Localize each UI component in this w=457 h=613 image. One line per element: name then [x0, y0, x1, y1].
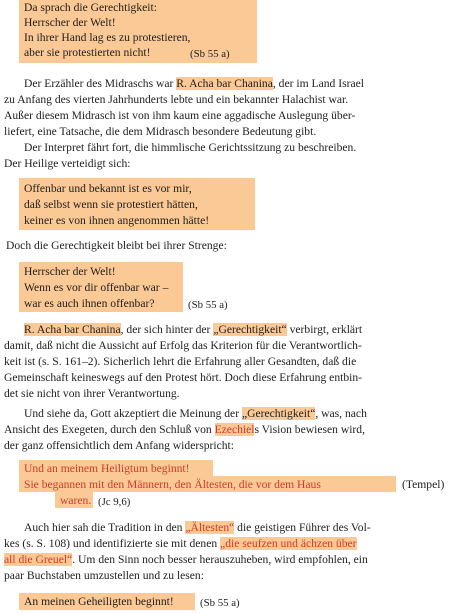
citation: (Jc 9,6)	[98, 496, 131, 508]
paragraph-line	[24, 520, 371, 536]
citation: (Sb 55 a)	[190, 48, 230, 60]
text: Auch hier sah die Tradition in den	[24, 521, 186, 534]
highlighted-name: R. Acha bar Chanina	[176, 77, 273, 90]
highlighted-term: „Gerechtigkeit“	[213, 323, 287, 336]
paragraph-line: paar Buchstaben umzustellen und zu lesen:	[4, 569, 204, 582]
quote-line: daß selbst wenn sie protestiert hätten,	[24, 198, 198, 211]
paragraph-line: keit ist (s. S. 161–2). Sicherlich lehrt die Erfahrung aller Gesandten, daß die	[4, 355, 357, 368]
paragraph-line: damit, daß nicht die Aussicht auf Erfolg das Kriterion für die Verantwortlich-	[4, 339, 362, 352]
paragraph-line: Doch die Gerechtigkeit bleibt bei ihrer Strenge:	[6, 239, 227, 252]
text: Und siehe da, Gott akzeptiert die Meinung der	[24, 407, 242, 420]
paragraph-line: det sie nicht von ihrer Verantwortung.	[4, 387, 180, 400]
paragraph-line: zu Anfang des vierten Jahrhunderts lebte und ein bekannter Halachist war.	[4, 93, 349, 106]
text: die geistigen Führer des Vol-	[234, 521, 371, 534]
citation: (Sb 55 a)	[200, 597, 240, 609]
highlighted-term: „Ältesten“	[185, 521, 235, 534]
quote-line: Herrscher der Welt!	[24, 16, 116, 29]
paragraph-line: liefert, eine Tatsache, die dem Midrasch besondere Bedeutung gibt.	[4, 125, 317, 138]
text: Der Erzähler des Midraschs war	[24, 77, 177, 90]
text: , der sich hinter der	[120, 323, 214, 336]
highlighted-name: R. Acha bar Chanina	[24, 323, 121, 336]
quote-line: An meinen Geheiligten beginnt!	[24, 595, 174, 608]
text: , der im Land Israel	[272, 77, 364, 90]
paragraph-line	[24, 406, 367, 422]
quote-line: keiner es von ihnen angenommen hätte!	[24, 214, 210, 227]
paragraph-line	[24, 322, 362, 338]
paragraph-line: Gemeinschaft keineswegs auf den Protest hört. Doch diese Erfahrung entbin-	[4, 371, 363, 384]
quote-line: Sie begannen mit den Männern, den Ältesten, die vor dem Haus	[24, 478, 321, 491]
quote-line: Herrscher der Welt!	[24, 265, 116, 278]
paragraph-line	[4, 536, 357, 552]
quote-line-tail: (Tempel)	[402, 478, 445, 491]
paragraph-line	[4, 552, 368, 568]
quote-line: aber sie protestierten nicht!	[24, 46, 151, 59]
quote-line: war es auch ihnen offenbar?	[24, 297, 155, 310]
highlighted-term: all die Greuel“	[4, 553, 73, 566]
paragraph-line: der ganz offensichtlich dem Anfang widerspricht:	[4, 439, 234, 452]
paragraph-line	[4, 422, 365, 438]
citation: (Sb 55 a)	[188, 299, 228, 311]
highlighted-term: „Gerechtigkeit“	[241, 407, 316, 420]
quote-line: Und an meinem Heiligtum beginnt!	[24, 462, 190, 475]
text: verbirgt, erklärt	[286, 323, 363, 336]
text: , was, nach	[315, 407, 367, 420]
text: . Um den Sinn noch besser herauszuheben, wird empfohlen, ein	[72, 553, 368, 566]
text: kes (s. S. 108) und identifizierte sie mit denen	[4, 537, 221, 550]
paragraph-line: Außer diesem Midrasch ist von ihm kaum eine aggadische Auslegung über-	[4, 109, 356, 122]
highlighted-name: Ezechiel	[214, 423, 255, 436]
paragraph-line: Der Interpret fährt fort, die himmlische Gerichtssitzung zu beschreiben.	[24, 141, 357, 154]
paragraph-line: Der Heilige verteidigt sich:	[4, 157, 131, 170]
quote-line: Offenbar und bekannt ist es vor mir,	[24, 182, 192, 195]
highlighted-term: „die seufzen und ächzen über	[220, 537, 357, 550]
quote-line: Wenn es vor dir offenbar war –	[24, 281, 169, 294]
quote-line: Da sprach die Gerechtigkeit:	[24, 1, 157, 14]
quote-line: In ihrer Hand lag es zu protestieren,	[24, 31, 191, 44]
text: Ansicht des Exegeten, durch den Schluß von	[4, 423, 215, 436]
text: s Vision bewiesen wird,	[254, 423, 365, 436]
quote-line: waren.	[60, 494, 92, 507]
paragraph-line	[24, 76, 364, 92]
